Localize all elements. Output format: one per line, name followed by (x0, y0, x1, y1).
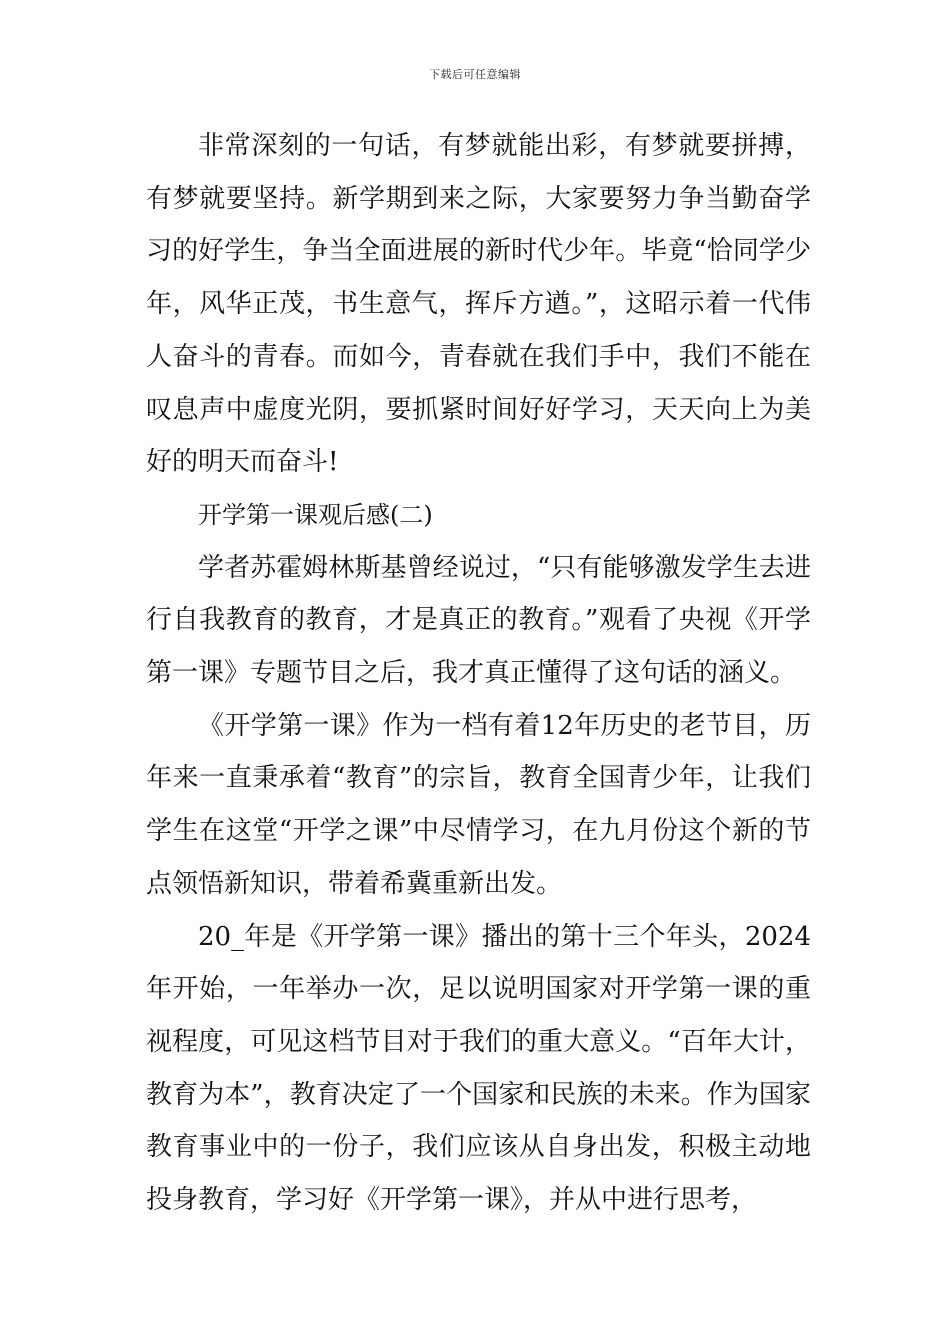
paragraph-2: 学者苏霍姆林斯基曾经说过，“只有能够激发学生去进行自我教育的教育，才是真正的教育。”观看了央视《开学第一课》专题节目之后，我才真正懂得了这句话的涵义。 (146, 552, 811, 689)
section-heading: 开学第一课观后感(二) (198, 500, 433, 529)
page-header: 下载后可任意编辑 (429, 68, 521, 81)
paragraph-4: 20_年是《开学第一课》播出的第十三个年头，2024年开始，一年举办一次，足以说明国家对开学第一课的重视程度，可见这档节目对于我们的重大意义。“百年大计，教育为本”，教育决定了一个国家和民族的未来。作为国家教育事业中的一份子，我们应该从自身出发，积极主动地投身教育，学习好《开学第一课》，并从中进行思考， (146, 921, 811, 1216)
paragraph-1: 非常深刻的一句话，有梦就能出彩，有梦就要拼搏，有梦就要坚持。新学期到来之际，大家要努力争当勤奋学习的好学生，争当全面进展的新时代少年。毕竟“恰同学少年，风华正茂，书生意气，挥斥方遒。”，这昭示着一代伟人奋斗的青春。而如今，青春就在我们手中，我们不能在叹息声中虚度光阴，要抓紧时间好好学习，天天向上为美好的明天而奋斗! (146, 131, 811, 478)
document-body (146, 120, 811, 1227)
paragraph-3: 《开学第一课》作为一档有着12年历史的老节目，历年来一直秉承着“教育”的宗旨，教育全国青少年，让我们学生在这堂“开学之课”中尽情学习，在九月份这个新的节点领悟新知识，带着希冀重新出发。 (146, 710, 811, 899)
